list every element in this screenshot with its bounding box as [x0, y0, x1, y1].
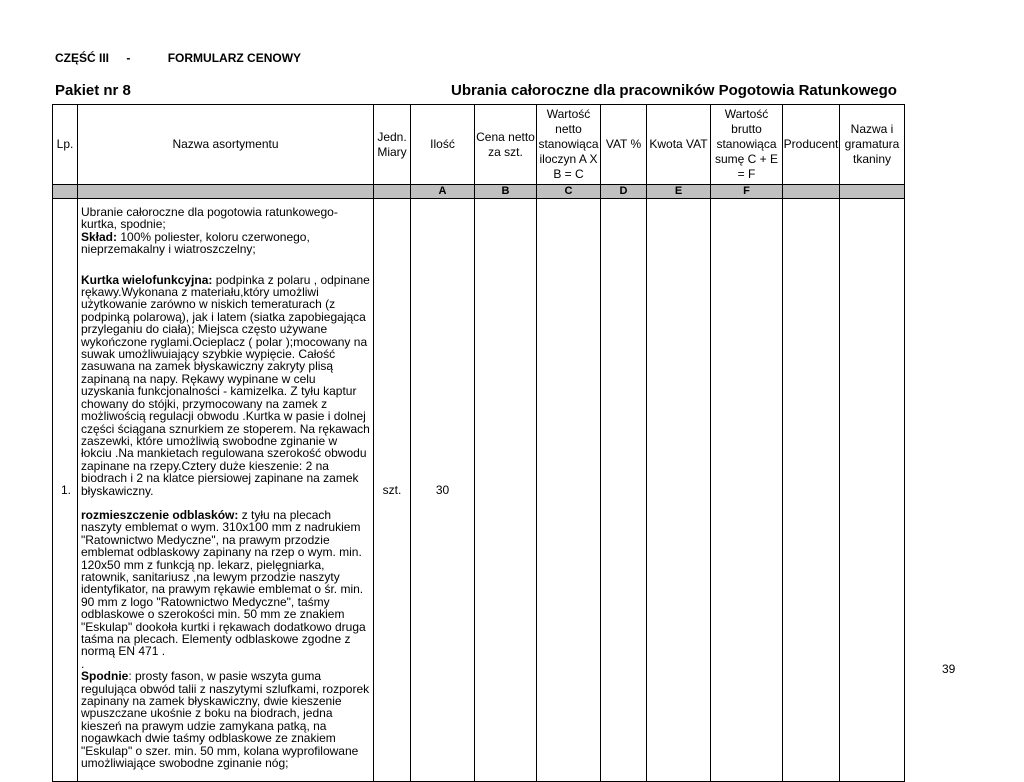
col-net-value: Wartość netto stanowiąca iloczyn A X B = C	[537, 105, 601, 185]
desc-intro: Ubranie całoroczne dla pogotowia ratunkowego- kurtka, spodnie;	[81, 205, 338, 232]
package-title: Ubrania całoroczne dla pracowników Pogotowia Ratunkowego	[451, 82, 897, 99]
row-unit: szt.	[374, 199, 411, 782]
col-price: Cena netto za szt.	[475, 105, 537, 185]
desc-odblaski-text: z tyłu na plecach naszyty emblemat o wym. 310x100 mm z nadrukiem "Ratownictwo Medyczne", na prawym przodzie emblemat odblaskowy zapinany na rzep o wym. min. 120x50 mm z funkcją np. lekarz, pielęgniarka, ratownik, sanitariusz ,na lewym przodzie naszyty identyfikator, na prawym rękawie emblemat o śr. min. 90 mm z logo "Ratownictwo Medyczne", taśmy odblaskowe o szerokości min. 50 mm ze znakiem "Eskulap" dookoła kurtki i rękawach dodatkowo druga taśma na plecach. Elementy odblaskowe zgodne z normą EN 471 .	[81, 507, 366, 659]
letter-empty-fabric	[840, 185, 905, 199]
col-name: Nazwa asortymentu	[78, 105, 374, 185]
package-number: Pakiet nr 8	[55, 82, 131, 99]
letter-row	[53, 185, 905, 199]
row-gross-value	[711, 199, 783, 782]
letter-f: F	[711, 185, 783, 199]
desc-kurtka-label: Kurtka wielofunkcyjna:	[81, 272, 213, 287]
desc-spodnie-label: Spodnie	[81, 669, 129, 684]
desc-sklad-label: Skład:	[81, 229, 118, 244]
table-row	[53, 199, 905, 782]
letter-c: C	[537, 185, 601, 199]
row-qty: 30	[411, 199, 475, 782]
part-separator: -	[126, 51, 131, 65]
row-description	[78, 199, 374, 782]
desc-dot: .	[81, 656, 85, 671]
row-producer	[783, 199, 840, 782]
row-vat-amount	[647, 199, 711, 782]
row-net-value	[537, 199, 601, 782]
col-vat-amount: Kwota VAT	[647, 105, 711, 185]
header-row	[53, 105, 905, 185]
letter-d: D	[601, 185, 647, 199]
price-form-table	[52, 104, 905, 782]
col-vat: VAT %	[601, 105, 647, 185]
letter-b: B	[475, 185, 537, 199]
row-fabric	[840, 199, 905, 782]
col-fabric: Nazwa i gramatura tkaniny	[840, 105, 905, 185]
letter-empty-producer	[783, 185, 840, 199]
form-title: FORMULARZ CENOWY	[167, 51, 302, 65]
col-qty: Ilość	[411, 105, 475, 185]
letter-empty-unit	[374, 185, 411, 199]
page-number: 39	[942, 662, 956, 676]
col-unit: Jedn. Miary	[374, 105, 411, 185]
price-form-table-wrapper	[52, 104, 904, 771]
desc-odblaski-label: rozmieszczenie odblasków:	[81, 507, 239, 522]
row-price	[475, 199, 537, 782]
desc-kurtka-text: podpinka z polaru , odpinane rękawy.Wykonana z materiału,który umożliwi użytkowanie zarówno w niskich temeraturach (z podpinką polarową), jak i latem (siatka zapobiegająca przyleganiu do ciała); Miejsca często używane wykończone ryglami.Ocieplacz ( polar );mocowany na suwak umożliwuiający szybkie wypięcie. Całość zasuwana na zamek błyskawiczny zakryty plisą zapinaną na napy. Rękawy wypinane w celu uzyskania funkcjonalności - kamizelka. Z tyłu kaptur chowany do stójki, przymocowany na zamek z możliwością regulacji obwodu .Kurtka w pasie i dolnej części ściągana sznurkiem ze stoperem. Na rękawach zaszewki, które umożliwią swobodne zginanie w łokciu .Na mankietach regulowana szerokość obwodu zapinane na rzepy.Cztery duże kieszenie: 2 na biodrach i 2 na klatce piersiowej zapinane na zamek błyskawiczny.	[81, 272, 370, 498]
desc-spodnie-text: : prosty fason, w pasie wszyta guma regulująca obwód talii z naszytymi szlufkami, rozporek zapinany na zamek błyskawiczny, dwie kieszenie wpuszczane ukośnie z boku na biodrach, jedna kieszeń na prawym udzie zamykana patką, na nogawkach dwie taśmy odblaskowe ze znakiem "Eskulap" o szer. min. 50 mm, kolana wyprofilowane umożliwiające swobodne zginanie nóg;	[81, 669, 370, 771]
part-heading	[55, 51, 301, 65]
letter-a: A	[411, 185, 475, 199]
row-lp: 1.	[53, 199, 78, 782]
letter-e: E	[647, 185, 711, 199]
col-gross-value: Wartość brutto stanowiąca sumę C + E = F	[711, 105, 783, 185]
part-label: CZĘŚĆ III	[55, 51, 110, 65]
desc-sklad-text: 100% poliester, koloru czerwonego, nieprzemakalny i wiatroszczelny;	[81, 229, 310, 257]
letter-empty-name	[78, 185, 374, 199]
col-producer: Producent	[783, 105, 840, 185]
letter-empty-lp	[53, 185, 78, 199]
row-vat	[601, 199, 647, 782]
col-lp: Lp.	[53, 105, 78, 185]
